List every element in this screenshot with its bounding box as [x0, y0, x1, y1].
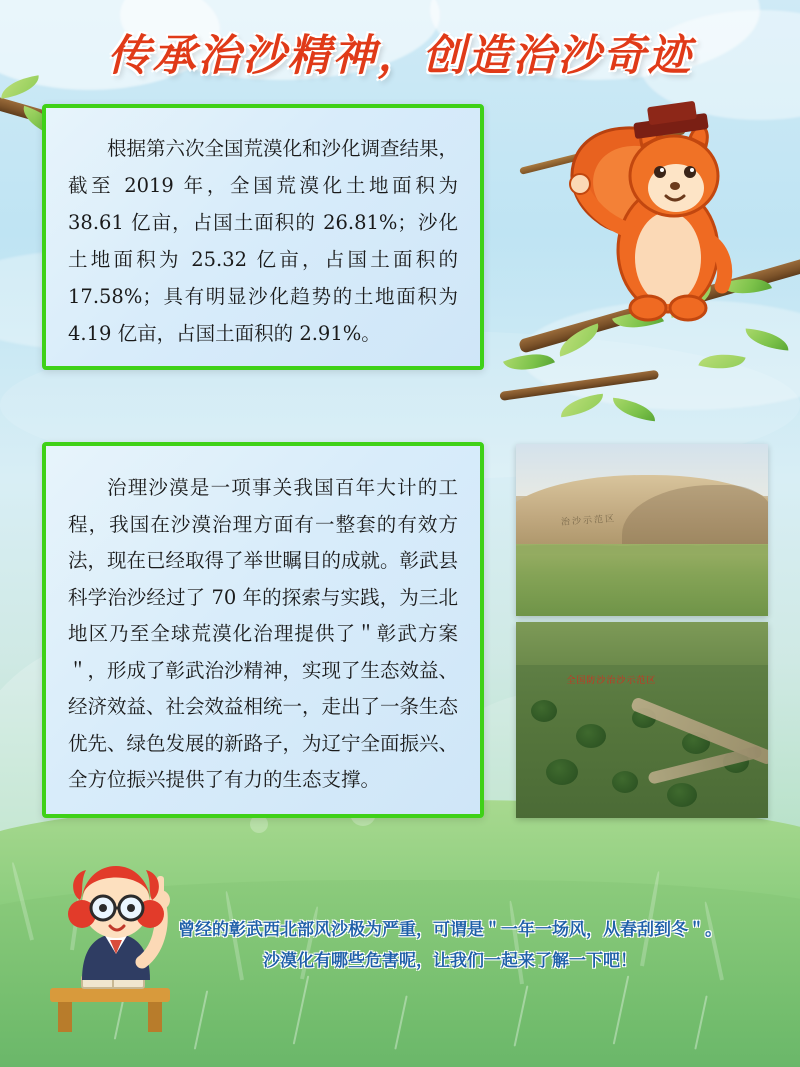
squirrel-illustration [556, 100, 776, 400]
squirrel-mascot [556, 100, 776, 400]
caption-line-1: 曾经的彰武西北部风沙极为严重，可谓是＂一年一场风，从春刮到冬＂。 [178, 920, 722, 940]
zhangwu-experience-panel [42, 442, 484, 818]
bottom-caption [120, 915, 780, 977]
caption-line-2: 沙漠化有哪些危害呢，让我们一起来了解一下吧！ [263, 951, 637, 971]
photo-tree [667, 783, 697, 807]
photo-tree [576, 724, 606, 748]
photo-dune-caption: 治沙示范区 [561, 513, 617, 528]
photo-tree [612, 771, 638, 793]
afforestation-photo [516, 622, 768, 818]
photo-tree [546, 759, 578, 785]
photo-grass [516, 544, 768, 616]
photo-slogan-text: 全国防沙治沙示范区 [566, 675, 657, 686]
photo-horizon [516, 622, 768, 665]
page-title: 传承治沙精神，创造治沙奇迹 [107, 31, 693, 81]
zhangwu-experience-text: 治理沙漠是一项事关我国百年大计的工程，我国在沙漠治理方面有一整套的有效方法，现在已经取得了举世瞩目的成就。彰武县科学治沙经过了 70 年的探索与实践，为三北地区乃至全球荒漠化治理提供了＂彰武方案＂，形成了彰武治沙精神，实现了生态效益、经济效益、社会效益相统一，走出了一条生态优先、绿色发展的新路子，为辽宁全面振兴、全方位振兴提供了有力的生态支撑。 [68, 476, 459, 791]
survey-data-panel [42, 104, 484, 370]
photo-tree [531, 700, 557, 722]
desert-dune-photo [516, 444, 768, 616]
survey-data-text: 根据第六次全国荒漠化和沙化调查结果，截至 2019 年，全国荒漠化土地面积为 38.61 亿亩，占国土面积的 26.81%；沙化土地面积为 25.32 亿亩，占国土面积的 17.58%；具有明显沙化趋势的土地面积为 4.19 亿亩，占国土面积的 2.91%。 [68, 137, 459, 345]
